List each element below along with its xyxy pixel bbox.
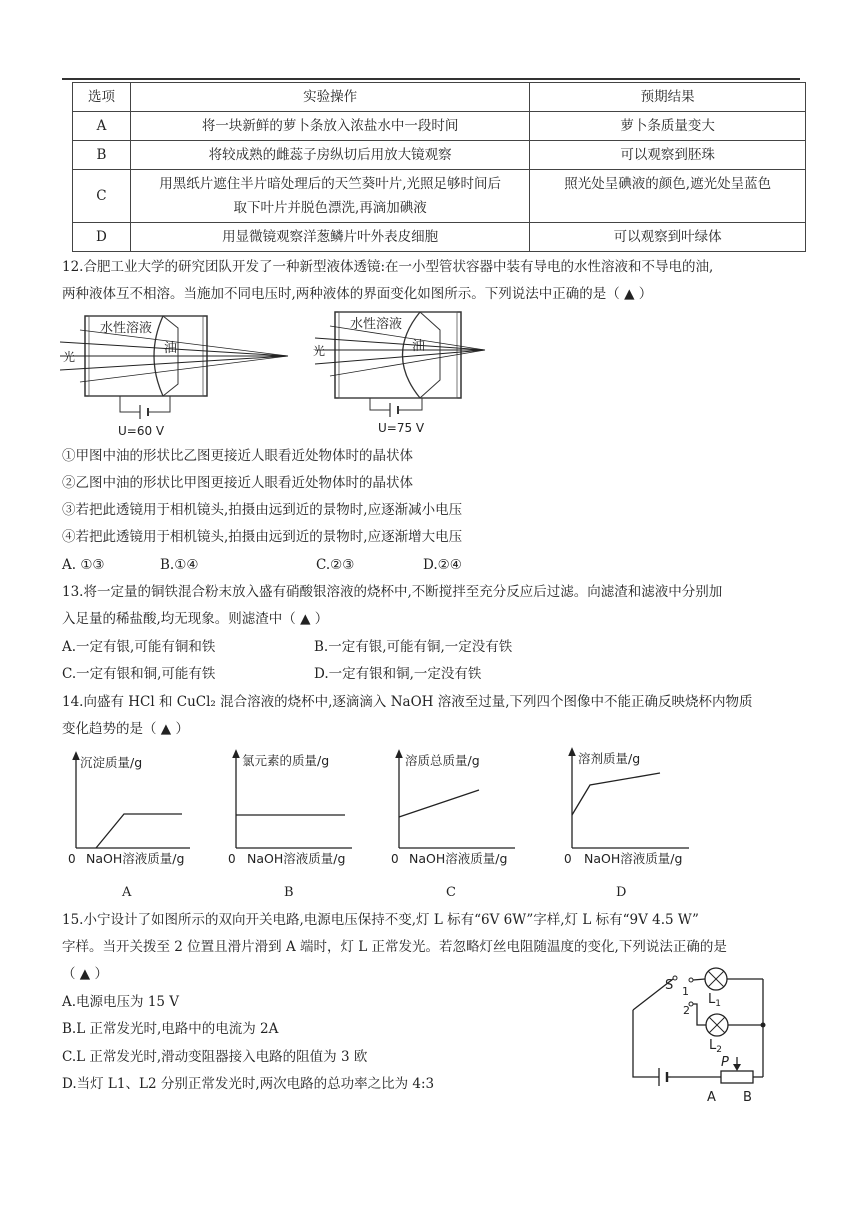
graph-origin: 0 <box>68 852 76 866</box>
table-cell: 萝卜条质量变大 <box>530 112 806 141</box>
q14-stem-line: 变化趋势的是（ ▲ ） <box>62 721 189 737</box>
q12-option: B.①④ <box>160 557 199 573</box>
table-cell: 用显微镜观察洋葱鳞片叶外表皮细胞 <box>130 223 529 252</box>
graph-d <box>564 751 689 866</box>
q13-option: C.一定有银和铜,可能有铁 <box>62 666 216 682</box>
slider-label: P <box>721 1055 729 1070</box>
q15-option: A.电源电压为 15 V <box>62 994 180 1010</box>
table-header: 选项 <box>73 83 131 112</box>
graph-x-label: NaOH溶液质量/g <box>86 851 185 866</box>
q12-statement: ④若把此透镜用于相机镜头,拍摄由远到近的景物时,应逐渐增大电压 <box>62 529 463 545</box>
graph-origin: 0 <box>564 852 572 866</box>
graph-letter: A <box>122 885 132 900</box>
oil-label: 油 <box>412 339 426 354</box>
rheostat-end-a: A <box>707 1090 716 1105</box>
switch-label: S <box>665 978 674 993</box>
circuit-diagram <box>625 965 775 1107</box>
table-cell-line: 取下叶片并脱色漂洗,再滴加碘液 <box>233 200 427 216</box>
graph-x-label: NaOH溶液质量/g <box>247 851 346 866</box>
graph-a <box>68 755 190 866</box>
table-cell: 可以观察到叶绿体 <box>530 223 806 252</box>
graph-origin: 0 <box>391 852 399 866</box>
graph-letter: D <box>616 885 627 900</box>
voltage-label: U=75 V <box>378 421 425 435</box>
rheostat-end-b: B <box>743 1090 752 1105</box>
table-cell <box>130 170 529 223</box>
voltage-label: U=60 V <box>118 424 165 438</box>
q14-stem-line: 14.向盛有 HCl 和 CuCl₂ 混合溶液的烧杯中,逐滴滴入 NaOH 溶液至过量,下列四个图像中不能正确反映烧杯内物质 <box>62 694 753 710</box>
table-cell: D <box>73 223 131 252</box>
lamp-1-label: $L_1$ <box>708 992 721 1009</box>
q15-stem-line: 字样。当开关拨至 2 位置且滑片滑到 A 端时，灯 L 正常发光。若忽略灯丝电阻随温度的变化,下列说法正确的是 <box>62 939 727 955</box>
table-cell: 可以观察到胚珠 <box>530 141 806 170</box>
q12-option: A. ①③ <box>62 557 105 573</box>
q12-stem-line: 两种液体互不相溶。当施加不同电压时,两种液体的界面变化如图所示。下列说法中正确的是（ ▲ ） <box>62 286 653 302</box>
table-header-row <box>73 83 806 112</box>
water-label: 水性溶液 <box>100 321 153 336</box>
table-cell: 将一块新鲜的萝卜条放入浓盐水中一段时间 <box>130 112 529 141</box>
graph-letter: C <box>446 885 456 900</box>
table-row <box>73 141 806 170</box>
q15-option: B.L 正常发光时,电路中的电流为 2A <box>62 1021 279 1037</box>
q13-stem-line: 入足量的稀盐酸,均无现象。则滤渣中（ ▲ ） <box>62 611 329 627</box>
table-cell: A <box>73 112 131 141</box>
graph-y-label: 氯元素的质量/g <box>242 753 330 768</box>
lens-figure-75v <box>313 312 485 435</box>
q15-option: D.当灯 L1、L2 分别正常发光时,两次电路的总功率之比为 4:3 <box>62 1076 435 1092</box>
table-row <box>73 170 806 223</box>
graph-x-label: NaOH溶液质量/g <box>409 851 508 866</box>
q13-option: A.一定有银,可能有铜和铁 <box>62 639 216 655</box>
table-header: 实验操作 <box>130 83 529 112</box>
table-row <box>73 223 806 252</box>
water-label: 水性溶液 <box>350 317 403 332</box>
table-cell: C <box>73 170 131 223</box>
q12-stem-line: 12.合肥工业大学的研究团队开发了一种新型液体透镜:在一小型管状容器中装有导电的水性溶液和不导电的油, <box>62 259 714 275</box>
q13-option: D.一定有银和铜,一定没有铁 <box>314 666 482 682</box>
switch-position-2: 2 <box>683 1004 690 1017</box>
q12-statement: ③若把此透镜用于相机镜头,拍摄由远到近的景物时,应逐渐减小电压 <box>62 502 463 518</box>
q12-statement: ①甲图中油的形状比乙图更接近人眼看近处物体时的晶状体 <box>62 448 413 464</box>
table-cell-line: 用黑纸片遮住半片暗处理后的天竺葵叶片,光照足够时间后 <box>159 176 502 192</box>
table-cell: 照光处呈碘液的颜色,遮光处呈蓝色 <box>530 170 806 223</box>
oil-label: 油 <box>164 341 178 356</box>
q12-option: C.②③ <box>316 557 355 573</box>
graph-y-label: 溶剂质量/g <box>578 751 641 766</box>
graph-x-label: NaOH溶液质量/g <box>584 851 683 866</box>
top-rule <box>62 78 800 80</box>
q13-stem-line: 13.将一定量的铜铁混合粉末放入盛有硝酸银溶液的烧杯中,不断搅拌至充分反应后过滤。向滤渣和滤液中分别加 <box>62 584 723 600</box>
light-label: 光 <box>63 350 76 364</box>
q15-stem-line: 15.小宁设计了如图所示的双向开关电路,电源电压保持不变,灯 L 标有“6V 6W”字样,灯 L 标有“9V 4.5 W” <box>62 912 699 928</box>
table-row <box>73 112 806 141</box>
lens-figure-60v <box>60 316 288 438</box>
switch-position-1: 1 <box>682 985 689 998</box>
table-header: 预期结果 <box>530 83 806 112</box>
q12-statement: ②乙图中油的形状比甲图更接近人眼看近处物体时的晶状体 <box>62 475 413 491</box>
table-cell: B <box>73 141 131 170</box>
graph-y-label: 沉淀质量/g <box>80 755 143 770</box>
q14-graphs <box>62 745 742 875</box>
table-cell: 将较成熟的雌蕊子房纵切后用放大镜观察 <box>130 141 529 170</box>
graph-b <box>228 753 352 866</box>
q15-stem-line: （ ▲ ） <box>62 966 108 982</box>
q13-option: B.一定有银,可能有铜,一定没有铁 <box>314 639 513 655</box>
experiment-table <box>72 82 806 252</box>
graph-letter: B <box>284 885 294 900</box>
liquid-lens-figure <box>60 308 490 440</box>
graph-c <box>391 753 515 866</box>
q15-option: C.L 正常发光时,滑动变阻器接入电路的阻值为 3 欧 <box>62 1049 368 1065</box>
q12-option: D.②④ <box>423 557 462 573</box>
graph-origin: 0 <box>228 852 236 866</box>
light-label: 光 <box>313 344 326 358</box>
lamp-2-label: $L_2$ <box>709 1038 722 1055</box>
graph-y-label: 溶质总质量/g <box>405 753 480 768</box>
